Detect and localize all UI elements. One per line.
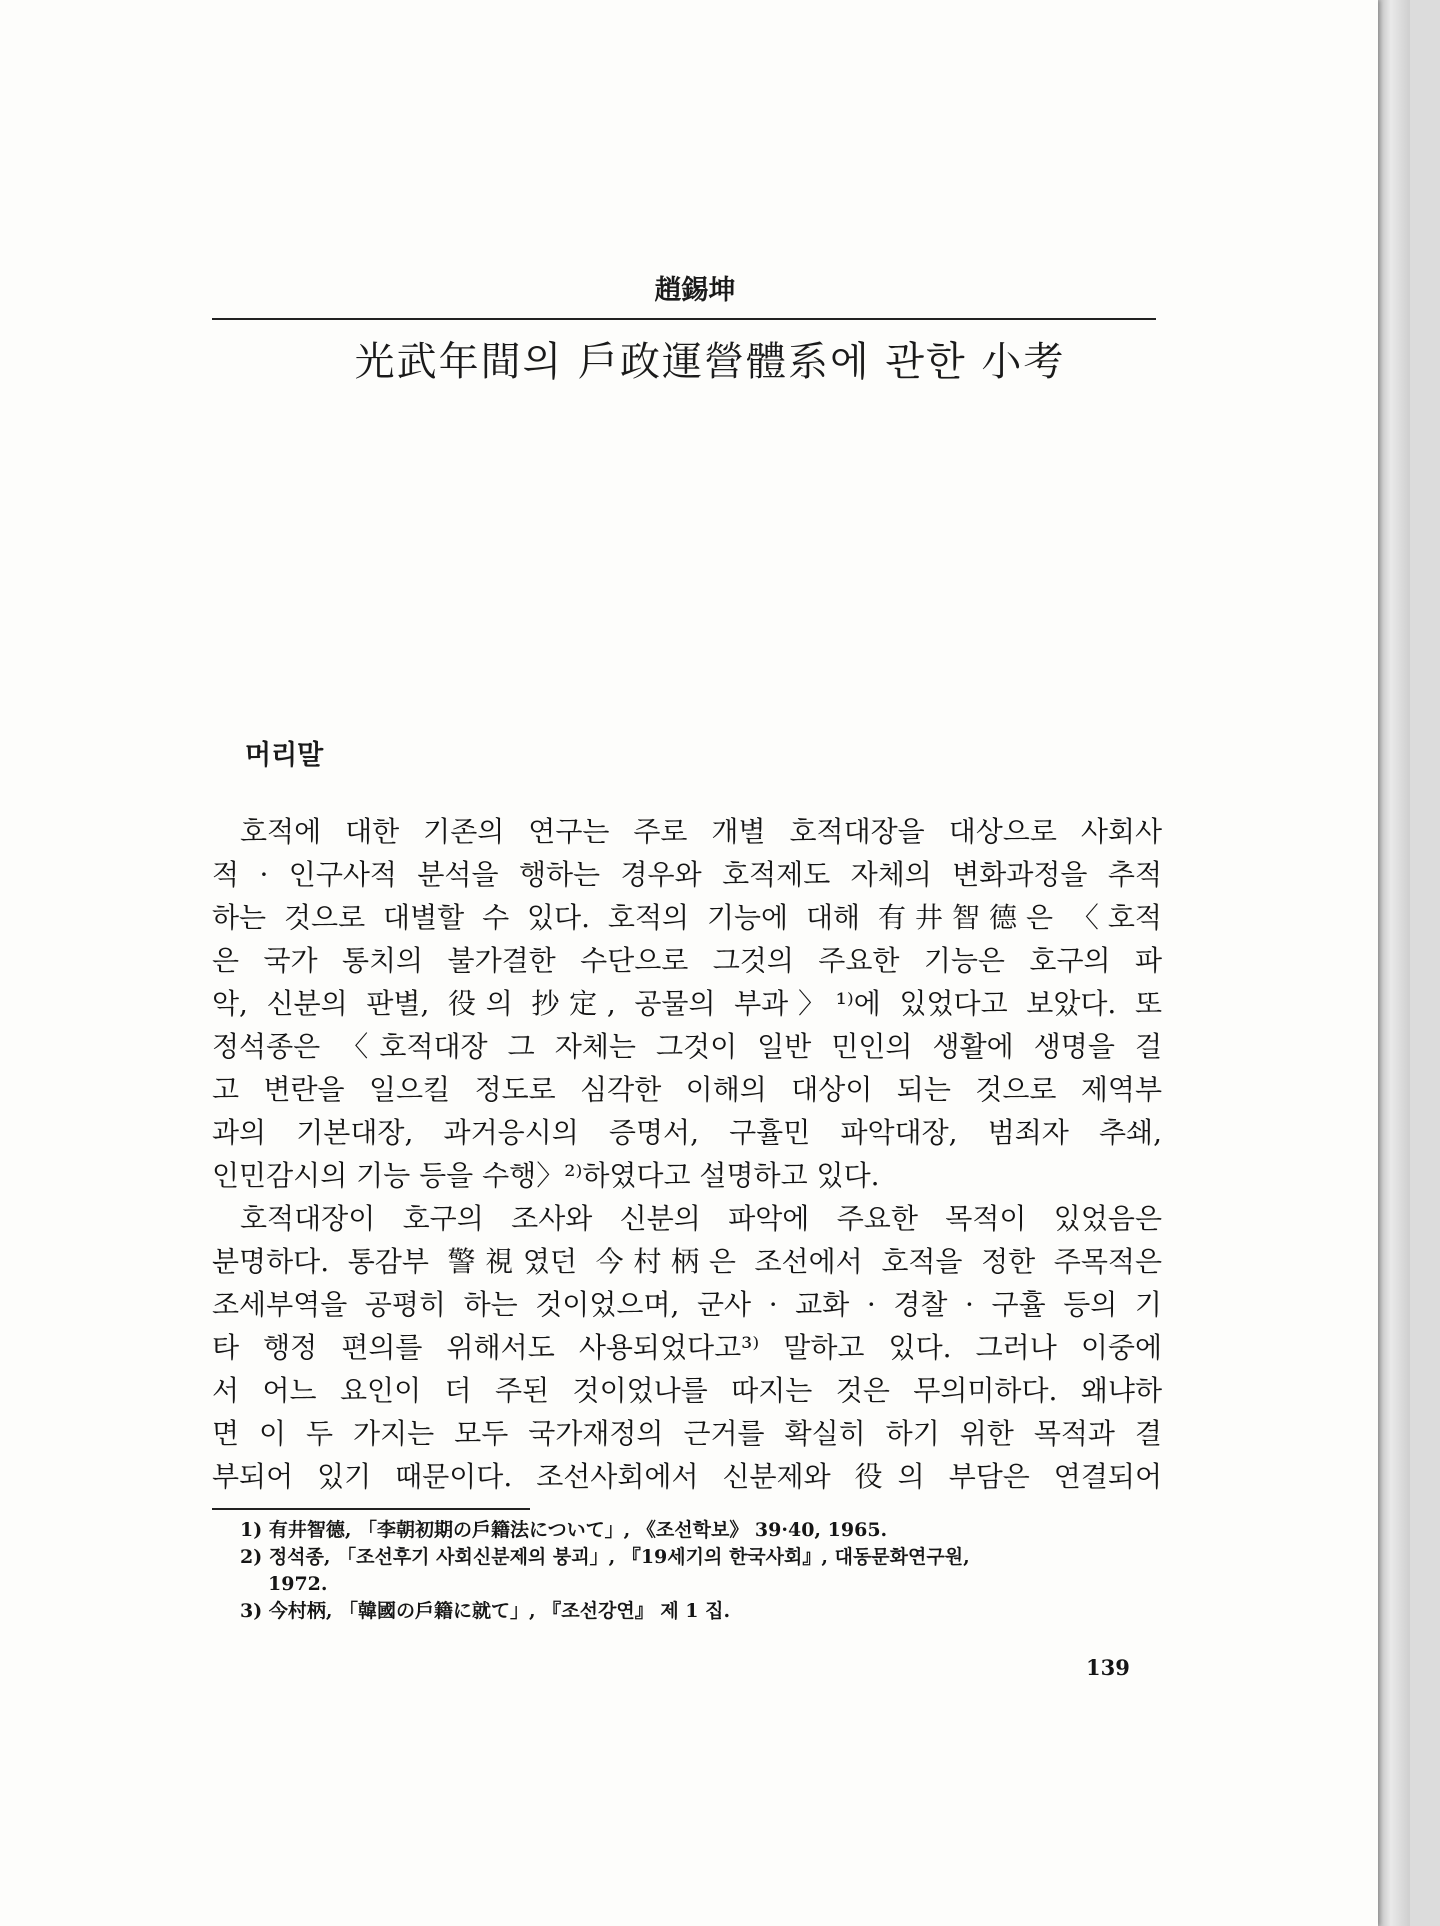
section-heading: 머리말 (245, 740, 324, 771)
body-line: 과의 기본대장, 과거응시의 증명서, 구휼민 파악대장, 범죄자 추쇄, (212, 1116, 1162, 1149)
page-number: 139 (1086, 1655, 1130, 1680)
footnote: 1) 有井智德, 「李朝初期の戶籍法について」, 《조선학보》 39·40, 1965. (240, 1519, 888, 1541)
body-line: 부되어 있기 때문이다. 조선사회에서 신분제와 役의 부담은 연결되어 (212, 1460, 1162, 1493)
body-line: 인민감시의 기능 등을 수행〉²⁾하였다고 설명하고 있다. (212, 1159, 880, 1192)
footnote: 2) 정석종, 「조선후기 사회신분제의 붕괴」, 『19세기의 한국사회』, 대동문화연구원, (240, 1546, 970, 1568)
body-line: 서 어느 요인이 더 주된 것이었나를 따지는 것은 무의미하다. 왜냐하 (212, 1374, 1162, 1407)
body-line: 분명하다. 통감부 警視였던 今村柄은 조선에서 호적을 정한 주목적은 (212, 1245, 1162, 1278)
paper-title: 光武年間의 戶政運營體系에 관한 小考 (354, 339, 1066, 385)
body-line: 고 변란을 일으킬 정도로 심각한 이해의 대상이 되는 것으로 제역부 (212, 1073, 1162, 1106)
footnote: 3) 今村柄, 「韓國の戶籍に就て」, 『조선강연』 제 1 집. (240, 1600, 731, 1622)
body-line: 하는 것으로 대별할 수 있다. 호적의 기능에 대해 有井智德은 〈호적 (212, 901, 1162, 934)
page-edge-shadow (1378, 0, 1410, 1926)
body-line: 타 행정 편의를 위해서도 사용되었다고³⁾ 말하고 있다. 그러나 이중에 (212, 1331, 1162, 1364)
body-line: 면 이 두 가지는 모두 국가재정의 근거를 확실히 하기 위한 목적과 결 (212, 1417, 1162, 1450)
body-line: 조세부역을 공평히 하는 것이었으며, 군사 · 교화 · 경찰 · 구휼 등의 기 (212, 1288, 1162, 1321)
body-line: 호적대장이 호구의 조사와 신분의 파악에 주요한 목적이 있었음은 (240, 1202, 1162, 1235)
body-line: 정석종은 〈호적대장 그 자체는 그것이 일반 민인의 생활에 생명을 걸 (212, 1030, 1162, 1063)
title-rule (212, 318, 1156, 320)
body-line: 은 국가 통치의 불가결한 수단으로 그것의 주요한 기능은 호구의 파 (212, 944, 1162, 977)
body-line: 호적에 대한 기존의 연구는 주로 개별 호적대장을 대상으로 사회사 (240, 815, 1162, 848)
footnote-rule (212, 1508, 530, 1510)
body-text (212, 810, 1162, 1498)
author-name: 趙錫坤 (654, 275, 736, 306)
footnote-continuation: 1972. (268, 1573, 328, 1595)
body-line: 적 · 인구사적 분석을 행하는 경우와 호적제도 자체의 변화과정을 추적 (212, 858, 1162, 891)
body-line: 악, 신분의 판별, 役의 抄定, 공물의 부과〉¹⁾에 있었다고 보았다. 또 (212, 987, 1162, 1020)
footnotes (240, 1517, 1160, 1625)
